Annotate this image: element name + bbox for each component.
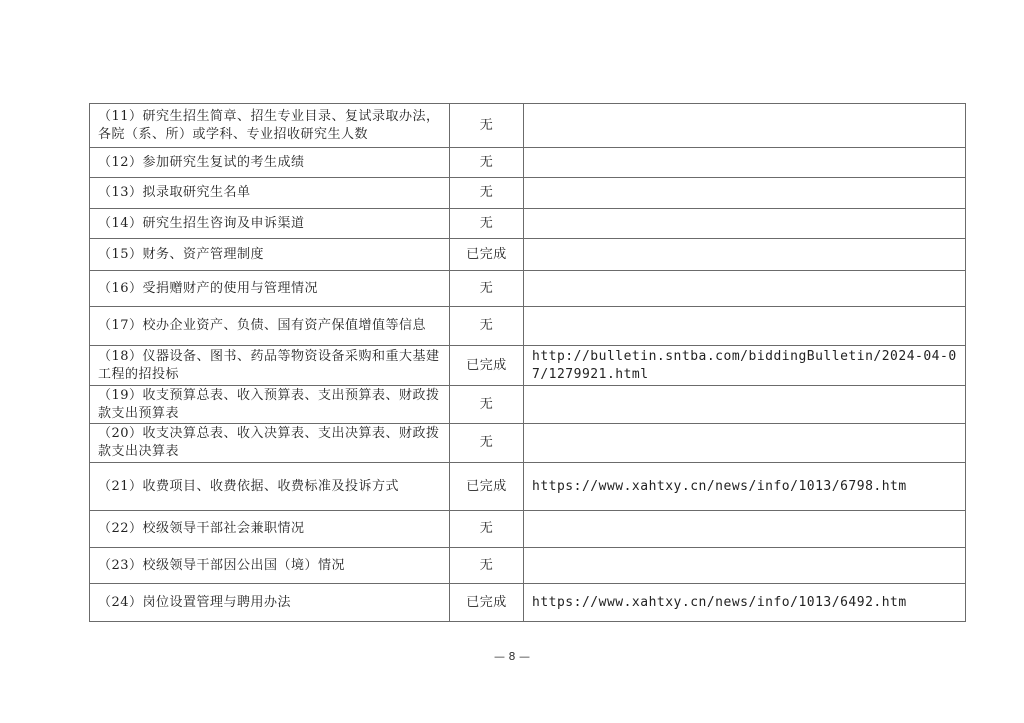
item-cell: （20）收支决算总表、收入决算表、支出决算表、财政拨款支出决算表 [90, 424, 450, 463]
table-row [90, 511, 966, 548]
item-cell: （13）拟录取研究生名单 [90, 178, 450, 209]
link-cell [524, 148, 966, 178]
item-cell: （16）受捐赠财产的使用与管理情况 [90, 271, 450, 307]
link-cell [524, 239, 966, 271]
item-cell: （23）校级领导干部因公出国（境）情况 [90, 548, 450, 584]
link-cell [524, 307, 966, 346]
table-row [90, 386, 966, 424]
table-row [90, 346, 966, 386]
table-row [90, 178, 966, 209]
table-row [90, 584, 966, 622]
table-row [90, 271, 966, 307]
link-cell [524, 548, 966, 584]
item-cell: （17）校办企业资产、负债、国有资产保值增值等信息 [90, 307, 450, 346]
link-cell: https://www.xahtxy.cn/news/info/1013/6798.htm [524, 463, 966, 511]
item-cell: （18）仪器设备、图书、药品等物资设备采购和重大基建工程的招投标 [90, 346, 450, 386]
item-cell: （15）财务、资产管理制度 [90, 239, 450, 271]
link-cell: http://bulletin.sntba.com/biddingBulletin/2024-04-07/1279921.html [524, 346, 966, 386]
status-cell: 无 [450, 424, 524, 463]
table-row [90, 104, 966, 148]
item-cell: （19）收支预算总表、收入预算表、支出预算表、财政拨款支出预算表 [90, 386, 450, 424]
page-number: — 8 — [494, 650, 530, 663]
item-cell: （14）研究生招生咨询及申诉渠道 [90, 209, 450, 239]
status-cell: 已完成 [450, 346, 524, 386]
item-cell: （11）研究生招生简章、招生专业目录、复试录取办法，各院（系、所）或学科、专业招收研究生人数 [90, 104, 450, 148]
link-cell [524, 271, 966, 307]
table-row [90, 209, 966, 239]
item-cell: （21）收费项目、收费依据、收费标准及投诉方式 [90, 463, 450, 511]
link-cell [524, 209, 966, 239]
item-cell: （24）岗位设置管理与聘用办法 [90, 584, 450, 622]
link-cell [524, 386, 966, 424]
status-cell: 无 [450, 209, 524, 239]
table-row [90, 307, 966, 346]
status-cell: 无 [450, 307, 524, 346]
status-cell: 无 [450, 386, 524, 424]
status-cell: 已完成 [450, 463, 524, 511]
link-cell [524, 511, 966, 548]
status-cell: 无 [450, 548, 524, 584]
item-cell: （12）参加研究生复试的考生成绩 [90, 148, 450, 178]
link-cell [524, 424, 966, 463]
status-cell: 无 [450, 271, 524, 307]
item-cell: （22）校级领导干部社会兼职情况 [90, 511, 450, 548]
status-cell: 无 [450, 511, 524, 548]
disclosure-table [89, 103, 966, 622]
table-row [90, 548, 966, 584]
link-cell [524, 178, 966, 209]
status-cell: 已完成 [450, 584, 524, 622]
table-row [90, 424, 966, 463]
link-cell [524, 104, 966, 148]
status-cell: 无 [450, 104, 524, 148]
table-row [90, 148, 966, 178]
table-row [90, 239, 966, 271]
status-cell: 无 [450, 148, 524, 178]
table-row [90, 463, 966, 511]
status-cell: 无 [450, 178, 524, 209]
link-cell: https://www.xahtxy.cn/news/info/1013/6492.htm [524, 584, 966, 622]
status-cell: 已完成 [450, 239, 524, 271]
